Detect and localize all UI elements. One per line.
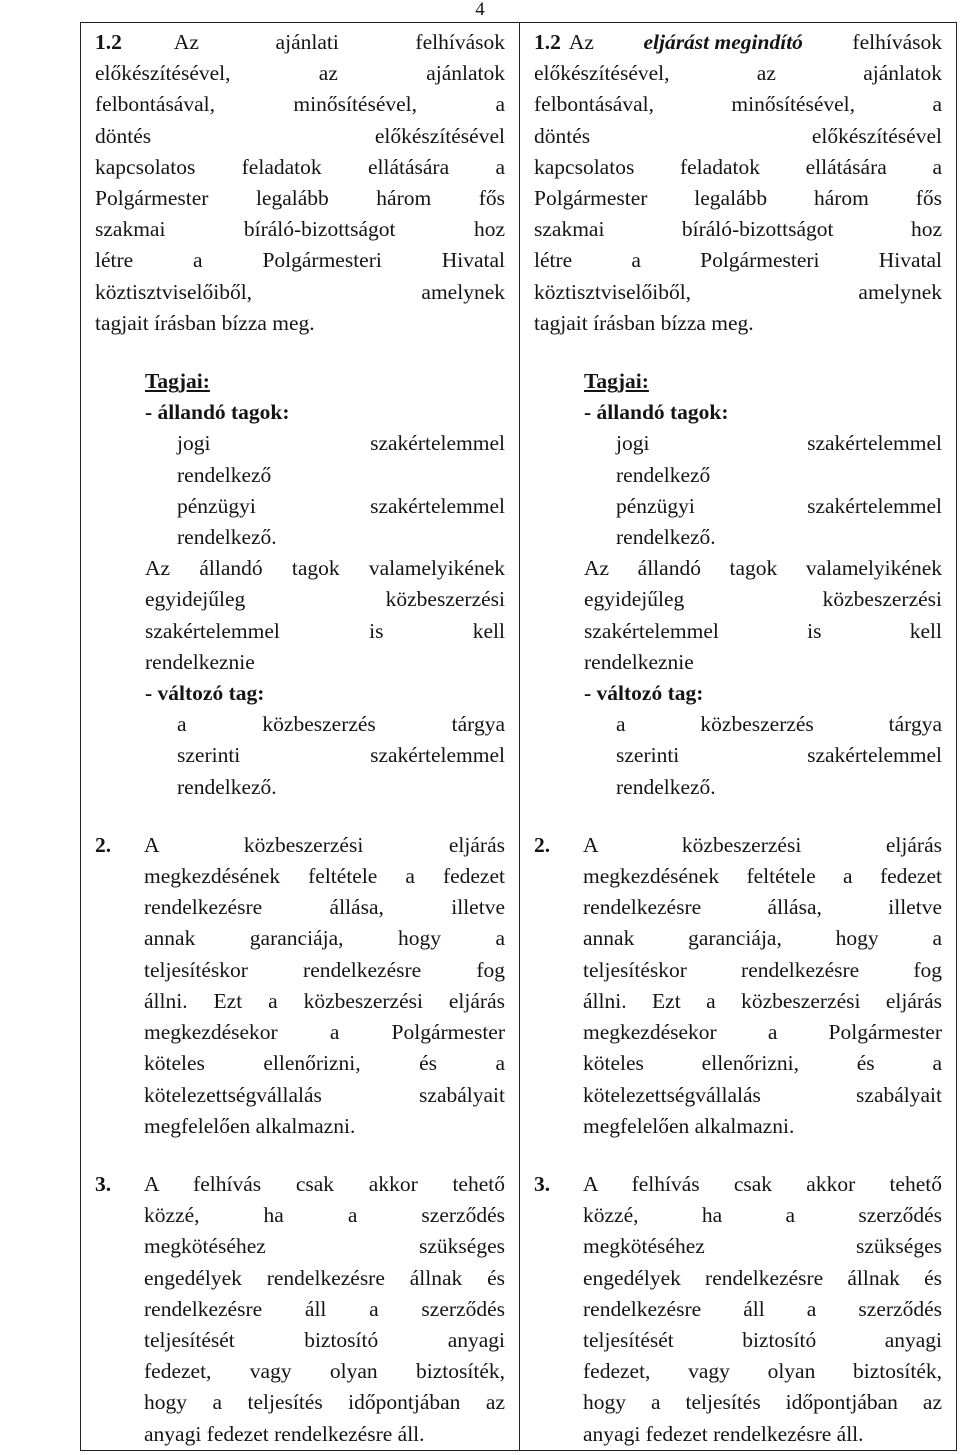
left-s3-line: fedezet, vagy olyan biztosíték, <box>144 1359 505 1384</box>
right-s12-first-line <box>534 27 942 58</box>
left-s3-line: rendelkezésre áll a szerződés <box>144 1296 505 1321</box>
left-s2-line: kötelezettségvállalás szabályait <box>144 1082 505 1107</box>
left-members-block <box>95 366 505 803</box>
right-s12-line: döntés előkészítésével <box>534 123 942 148</box>
right-s12-first-a: Az <box>568 30 594 54</box>
right-s12-line: kapcsolatos feladatok ellátására a <box>534 154 942 179</box>
right-s2-number: 2. <box>534 832 551 857</box>
left-fin-a: pénzügyi <box>177 493 256 518</box>
left-legal-b: szakértelemmel <box>370 431 505 456</box>
left-var-line: rendelkező. <box>177 774 277 799</box>
left-s3-line: közzé, ha a szerződés <box>144 1203 505 1228</box>
right-s2-line: megfelelően alkalmazni. <box>583 1113 795 1138</box>
right-s12-line: köztisztviselőiből, amelynek <box>534 279 942 304</box>
left-var-line: szerinti szakértelemmel <box>177 743 505 768</box>
left-perm-text: szakértelemmel is kell <box>145 618 505 643</box>
right-s2-line: A közbeszerzési eljárás <box>583 832 942 857</box>
left-perm-text: rendelkeznie <box>145 649 255 674</box>
right-s3-line: hogy a teljesítés időpontjában az <box>583 1390 942 1415</box>
right-s3-line: fedezet, vagy olyan biztosíték, <box>583 1359 942 1384</box>
right-permanent-label: - állandó tagok: <box>584 400 729 425</box>
left-variable-label: - változó tag: <box>145 681 265 706</box>
left-s3-line: hogy a teljesítés időpontjában az <box>144 1390 505 1415</box>
right-s3-line: teljesítését biztosító anyagi <box>583 1327 942 1352</box>
left-s12-line: köztisztviselőiből, amelynek <box>95 279 505 304</box>
left-var-line: a közbeszerzés tárgya <box>177 712 505 737</box>
left-s12-line: előkészítésével, az ajánlatok <box>95 61 505 86</box>
left-s12-line: felbontásával, minősítésével, a <box>95 92 505 117</box>
right-s12-first-b: felhívások <box>852 30 942 54</box>
left-s2-line: megkezdésekor a Polgármester <box>144 1020 505 1045</box>
left-s2-number: 2. <box>95 832 112 857</box>
left-s12-line: Polgármester legalább három fős <box>95 186 505 211</box>
comparison-table <box>80 22 957 1451</box>
left-s2-line: teljesítéskor rendelkezésre fog <box>144 957 505 982</box>
left-perm-text: egyidejűleg közbeszerzési <box>145 587 505 612</box>
right-var-line: rendelkező. <box>616 774 716 799</box>
right-s3-line: rendelkezésre áll a szerződés <box>583 1296 942 1321</box>
left-perm-text: Az állandó tagok valamelyikének <box>145 556 505 581</box>
left-s3-line: megkötéséhez szükséges <box>144 1234 505 1259</box>
right-s12-first-italic: eljárást megindító <box>643 30 803 54</box>
right-variable-label: - változó tag: <box>584 681 704 706</box>
right-var-line: szerinti szakértelemmel <box>616 743 942 768</box>
right-s2-line: megkezdésekor a Polgármester <box>583 1020 942 1045</box>
right-fin-c: rendelkező. <box>616 525 716 550</box>
left-s2-line: megfelelően alkalmazni. <box>144 1113 356 1138</box>
right-s3-line: anyagi fedezet rendelkezésre áll. <box>583 1421 864 1446</box>
left-s3-line: engedélyek rendelkezésre állnak és <box>144 1265 505 1290</box>
left-s12-line: szakmai bíráló-bizottságot hoz <box>95 217 505 242</box>
left-fin-b: szakértelemmel <box>370 493 505 518</box>
left-s12-line: Az ajánlati felhívások <box>173 30 505 54</box>
left-legal-a: jogi <box>177 431 211 456</box>
left-permanent-label: - állandó tagok: <box>145 400 290 425</box>
left-s2-line: A közbeszerzési eljárás <box>144 832 505 857</box>
right-perm-text: rendelkeznie <box>584 649 694 674</box>
left-s3-line: teljesítését biztosító anyagi <box>144 1327 505 1352</box>
right-s12-line: előkészítésével, az ajánlatok <box>534 61 942 86</box>
right-s2-line: kötelezettségvállalás szabályait <box>583 1082 942 1107</box>
right-s3-line: engedélyek rendelkezésre állnak és <box>583 1265 942 1290</box>
right-s2-line: megkezdésének feltétele a fedezet <box>583 864 942 889</box>
right-s12-number: 1.2 <box>534 30 561 54</box>
right-fin-b: szakértelemmel <box>807 493 942 518</box>
right-legal-expert <box>616 428 942 459</box>
left-s2-line: állni. Ezt a közbeszerzési eljárás <box>144 988 505 1013</box>
left-section-1-2 <box>95 27 505 339</box>
left-s12-line: tagjait írásban bízza meg. <box>95 310 315 335</box>
right-column <box>520 23 957 1451</box>
right-s3-line: A felhívás csak akkor tehető <box>583 1171 942 1196</box>
right-members-heading: Tagjai: <box>584 369 649 394</box>
right-financial-expert <box>616 491 942 522</box>
right-legal-c: rendelkező <box>616 462 711 487</box>
left-s12-line: döntés előkészítésével <box>95 123 505 148</box>
right-perm-text: egyidejűleg közbeszerzési <box>584 587 942 612</box>
left-legal-expert <box>177 428 505 459</box>
left-s3-line: anyagi fedezet rendelkezésre áll. <box>144 1421 425 1446</box>
left-fin-c: rendelkező. <box>177 525 277 550</box>
left-s12-number: 1.2 <box>95 30 122 54</box>
right-s2-line: rendelkezésre állása, illetve <box>583 895 942 920</box>
left-section-3 <box>95 1169 505 1450</box>
left-s12-line: kapcsolatos feladatok ellátására a <box>95 154 505 179</box>
left-section-2 <box>95 830 505 1142</box>
left-s12-line: létre a Polgármesteri Hivatal <box>95 248 505 273</box>
right-var-line: a közbeszerzés tárgya <box>616 712 942 737</box>
left-members-heading: Tagjai: <box>145 369 210 394</box>
left-s12-first-line <box>95 27 505 58</box>
left-s2-line: annak garanciája, hogy a <box>144 926 505 951</box>
right-s3-line: megkötéséhez szükséges <box>583 1234 942 1259</box>
left-column <box>81 23 520 1451</box>
right-s2-line: állni. Ezt a közbeszerzési eljárás <box>583 988 942 1013</box>
page-number: 4 <box>475 0 485 20</box>
right-s12-line: Polgármester legalább három fős <box>534 186 942 211</box>
left-s2-line: köteles ellenőrizni, és a <box>144 1051 505 1076</box>
right-s3-line: közzé, ha a szerződés <box>583 1203 942 1228</box>
left-financial-expert <box>177 491 505 522</box>
left-s2-line: megkezdésének feltétele a fedezet <box>144 864 505 889</box>
right-perm-text: szakértelemmel is kell <box>584 618 942 643</box>
right-s2-line: teljesítéskor rendelkezésre fog <box>583 957 942 982</box>
left-s3-number: 3. <box>95 1171 112 1196</box>
left-s3-line: A felhívás csak akkor tehető <box>144 1171 505 1196</box>
right-s3-number: 3. <box>534 1171 551 1196</box>
right-fin-a: pénzügyi <box>616 493 695 518</box>
right-s12-line: tagjait írásban bízza meg. <box>534 310 754 335</box>
right-s12-line: létre a Polgármesteri Hivatal <box>534 248 942 273</box>
right-s2-line: köteles ellenőrizni, és a <box>583 1051 942 1076</box>
right-section-1-2 <box>534 27 942 339</box>
left-s2-line: rendelkezésre állása, illetve <box>144 895 505 920</box>
right-s2-line: annak garanciája, hogy a <box>583 926 942 951</box>
right-legal-b: szakértelemmel <box>807 431 942 456</box>
right-legal-a: jogi <box>616 431 650 456</box>
right-s12-line: felbontásával, minősítésével, a <box>534 92 942 117</box>
right-perm-text: Az állandó tagok valamelyikének <box>584 556 942 581</box>
right-s12-line: szakmai bíráló-bizottságot hoz <box>534 217 942 242</box>
left-legal-c: rendelkező <box>177 462 272 487</box>
right-section-3 <box>534 1169 942 1450</box>
right-section-2 <box>534 830 942 1142</box>
right-members-block <box>534 366 942 803</box>
